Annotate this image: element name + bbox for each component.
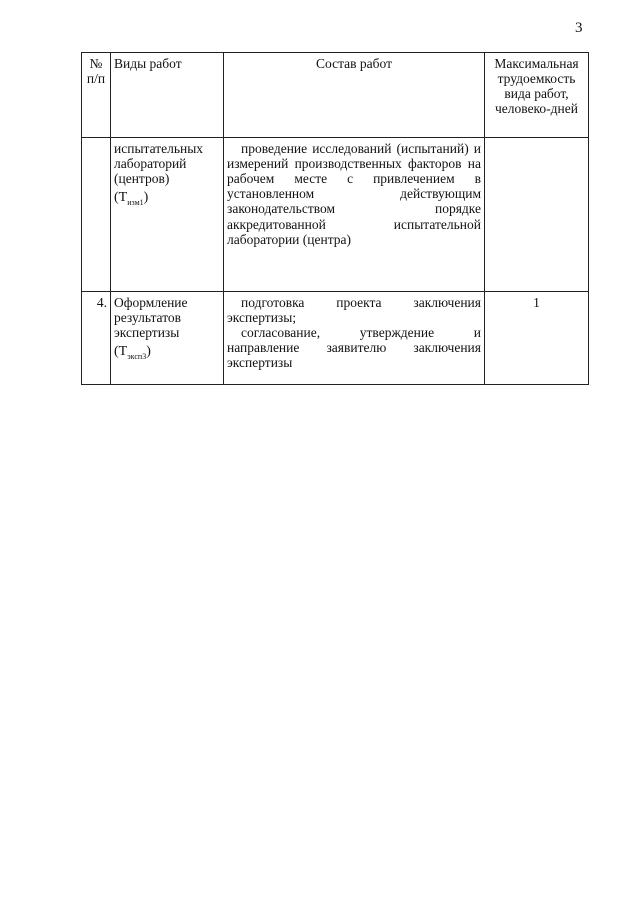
- row-work-type: [111, 138, 224, 292]
- work-code: $(T_{изм1})$: [114, 190, 149, 208]
- row-composition: [224, 138, 485, 292]
- row-composition: [224, 292, 485, 385]
- header-max-labor: Максимальная трудоемкость вида работ, человеко-дней: [485, 53, 589, 138]
- work-type-text: Оформление результатов экспертизы: [114, 295, 188, 341]
- row-work-type: [111, 292, 224, 385]
- composition-paragraph: проведение исследований (испытаний) и измерений производственных факторов на рабочем месте с привлечением в установленном действующим законодательством порядке аккредитованной испытательной лаборатории (центра): [227, 141, 481, 247]
- composition-paragraph: подготовка проекта заключения экспертизы;: [227, 295, 481, 326]
- code-subscript: эксп3: [127, 352, 147, 362]
- code-letter: T: [118, 344, 128, 360]
- header-num: № п/п: [82, 53, 111, 138]
- work-type-text: испытательных лабораторий (центров): [114, 141, 204, 187]
- table-row: [82, 138, 589, 292]
- table-header-row: [82, 53, 589, 138]
- code-subscript: изм1: [127, 198, 144, 208]
- row-max-labor: [485, 138, 589, 292]
- works-table: [81, 52, 589, 385]
- row-num: [82, 138, 111, 292]
- page-number: 3: [575, 20, 583, 36]
- code-letter: T: [118, 190, 128, 206]
- table-row: [82, 292, 589, 385]
- header-work-type: Виды работ: [111, 53, 224, 138]
- work-code: $(T_{эксп3})$: [114, 344, 151, 362]
- header-composition: Состав работ: [224, 53, 485, 138]
- row-max-labor: 1: [485, 292, 589, 385]
- composition-paragraph: согласование, утверждение и направление заявителю заключения экспертизы: [227, 325, 481, 371]
- row-num: 4.: [82, 292, 111, 385]
